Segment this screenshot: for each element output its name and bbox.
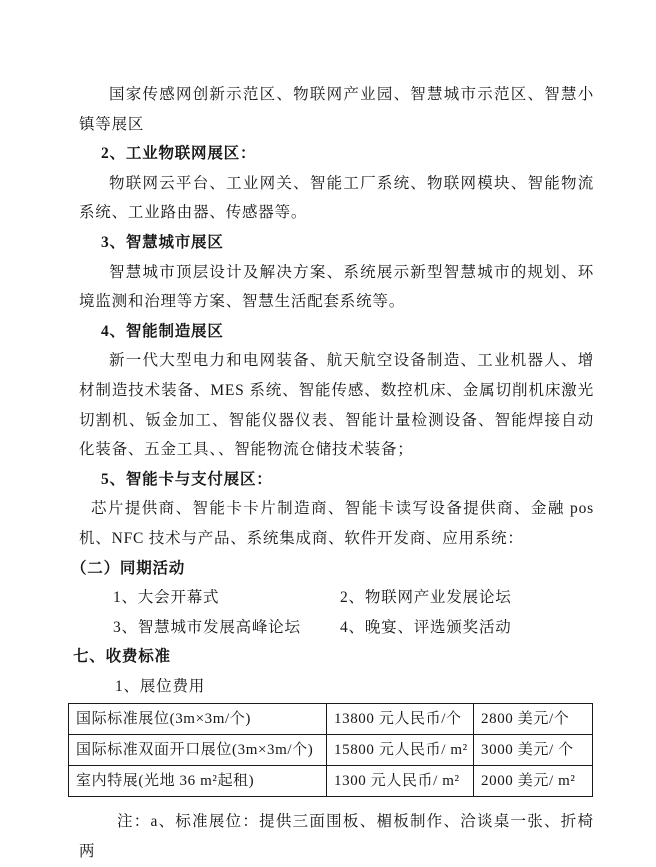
activity-item-4: 4、晚宴、评选颁奖活动 [340, 618, 512, 636]
fee-table-row [69, 704, 593, 735]
heading-smart-card: 5、智能卡与支付展区： [101, 470, 273, 488]
fee-usd-cell: 2800 美元/个 [474, 704, 593, 735]
paragraph-smart-city: 智慧城市顶层设计及解决方案、系统展示新型智慧城市的规划、环境监测和治理等方案、智慧生活配套系统等。 [79, 263, 594, 311]
heading-smart-city: 3、智慧城市展区 [101, 233, 224, 251]
activities-row-1 [113, 583, 594, 613]
fee-rmb-cell: 1300 元人民币/ m² [327, 766, 474, 797]
intro-paragraph: 国家传感网创新示范区、物联网产业园、智慧城市示范区、智慧小镇等展区 [79, 86, 594, 133]
subheading-booth-fee: 1、展位费用 [115, 677, 206, 695]
fee-item-cell: 国际标准展位(3m×3m/个) [69, 704, 327, 735]
activity-item-3: 3、智慧城市发展高峰论坛 [113, 618, 301, 636]
heading-smart-manufacturing: 4、智能制造展区 [101, 322, 224, 340]
heading-industrial-iot: 2、工业物联网展区： [101, 145, 257, 163]
fee-usd-cell: 2000 美元/ m² [474, 766, 593, 797]
activity-item-1: 1、大会开幕式 [113, 589, 220, 607]
note-line: 注：a、标准展位：提供三面围板、楣板制作、洽谈桌一张、折椅两 [79, 813, 594, 861]
fee-usd-cell: 3000 美元/ 个 [474, 735, 593, 766]
heading-fee-standard: 七、收费标准 [73, 648, 171, 666]
paragraph-smart-manufacturing: 新一代大型电力和电网装备、航天航空设备制造、工业机器人、增材制造技术装备、MES 系统、智能传感、数控机床、金属切削机床激光切割机、钣金加工、智能仪器仪表、智能计量检测设备、智能焊接自动化装备、五金工具、、智能物流仓储技术装备； [79, 352, 594, 459]
fee-rmb-cell: 13800 元人民币/个 [327, 704, 474, 735]
fee-table-row [69, 735, 593, 766]
fee-table-row [69, 766, 593, 797]
fee-item-cell: 室内特展(光地 36 m²起租) [69, 766, 327, 797]
fee-table [68, 703, 593, 797]
fee-rmb-cell: 15800 元人民币/ m² [327, 735, 474, 766]
activities-row-2 [113, 613, 594, 643]
paragraph-smart-card: 芯片提供商、智能卡卡片制造商、智能卡读写设备提供商、金融 pos 机、NFC 技术与产品、系统集成商、软件开发商、应用系统： [79, 500, 594, 547]
heading-concurrent-activities: （二）同期活动 [71, 559, 186, 577]
activity-item-2: 2、物联网产业发展论坛 [340, 589, 512, 607]
paragraph-industrial-iot: 物联网云平台、工业网关、智能工厂系统、物联网模块、智能物流系统、工业路由器、传感器等。 [79, 174, 594, 222]
fee-item-cell: 国际标准双面开口展位(3m×3m/个) [69, 735, 327, 766]
